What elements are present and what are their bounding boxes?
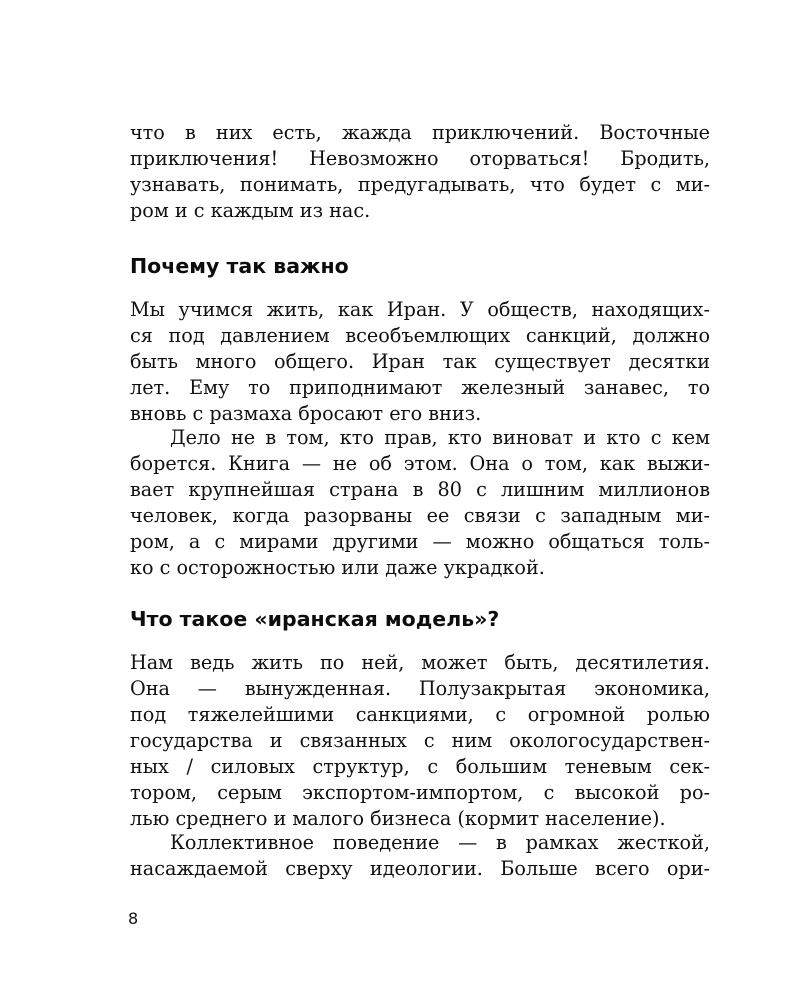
text-line: что в них есть, жажда приключений. Восточные xyxy=(130,121,710,144)
text-line: борется. Книга — не об этом. Она о том, как выжи- xyxy=(130,452,710,475)
text-line: под тяжелейшими санкциями, с огромной ролью xyxy=(130,703,710,726)
text-line: лет. Ему то приподнимают железный занавес, то xyxy=(130,376,710,399)
text-line: ко с осторожностью или даже украдкой. xyxy=(130,556,545,579)
text-line: тором, серым экспортом-импортом, с высокой ро- xyxy=(130,781,710,804)
text-line: ся под давлением всеобъемлющих санкций, должно xyxy=(130,324,710,347)
text-line: вает крупнейшая страна в 80 с лишним миллионов xyxy=(130,478,710,501)
text-line: государства и связанных с ним окологосударствен- xyxy=(130,729,710,752)
text-line: ром, а с мирами другими — можно общаться толь- xyxy=(130,530,710,553)
text-line: лью среднего и малого бизнеса (кормит население). xyxy=(130,807,666,830)
text-line: быть много общего. Иран так существует десятки xyxy=(130,350,710,373)
section-heading-why-important: Почему так важно xyxy=(130,254,349,278)
text-line: ных / силовых структур, с большим теневым сек- xyxy=(130,755,710,778)
text-line: приключения! Невозможно оторваться! Бродить, xyxy=(130,147,710,170)
section-heading-iranian-model: Что такое «иранская модель»? xyxy=(130,607,500,631)
text-line: ром и с каждым из нас. xyxy=(130,199,371,222)
text-line: человек, когда разорваны ее связи с западным ми- xyxy=(130,504,710,527)
text-line: Коллективное поведение — в рамках жесткой, xyxy=(170,831,710,854)
text-line: Мы учимся жить, как Иран. У обществ, находящих- xyxy=(130,298,710,321)
text-line: Она — вынужденная. Полузакрытая экономика, xyxy=(130,677,710,700)
text-line: узнавать, понимать, предугадывать, что будет с ми- xyxy=(130,173,710,196)
text-line: Дело не в том, кто прав, кто виноват и кто с кем xyxy=(170,426,710,449)
text-line: Нам ведь жить по ней, может быть, десятилетия. xyxy=(130,651,710,674)
page-number: 8 xyxy=(128,909,139,928)
text-line: вновь с размаха бросают его вниз. xyxy=(130,402,482,425)
text-line: насаждаемой сверху идеологии. Больше всего ори- xyxy=(130,857,710,880)
